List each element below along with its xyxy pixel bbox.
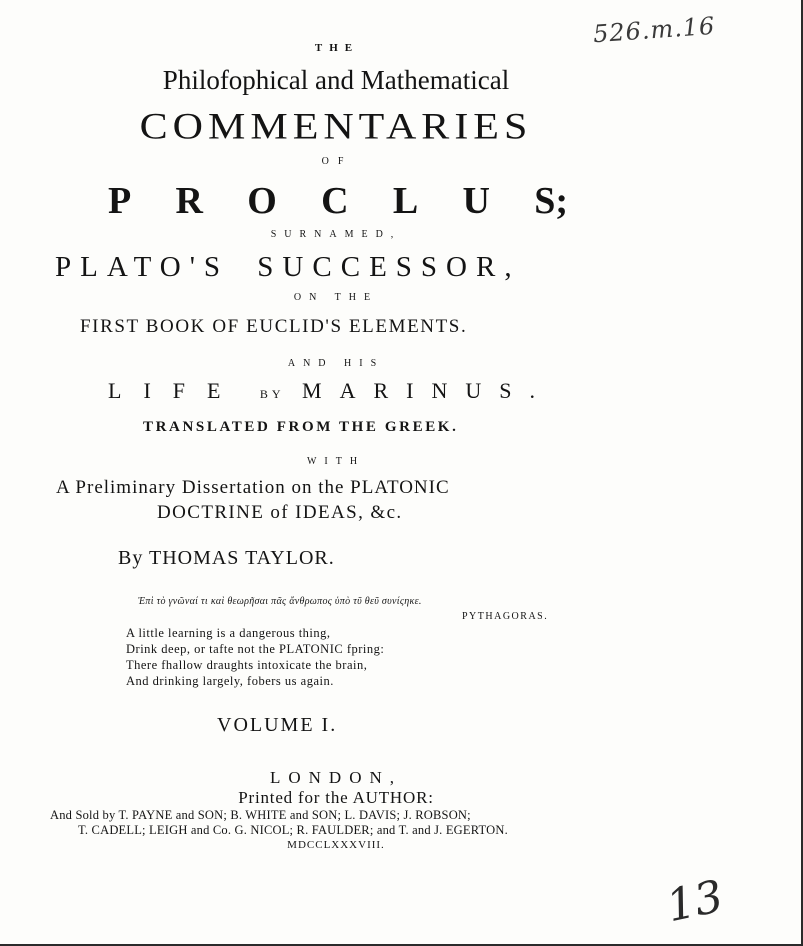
volume-number: VOLUME I. [217,714,338,736]
title-the: THE [314,42,360,54]
imprint-date: MDCCLXXXVIII. [287,839,385,851]
proclus-letter: S; [534,180,568,222]
proclus-letter: R [175,180,203,222]
imprint-printed-for: Printed for the AUTHOR: [238,788,434,807]
title-translated: TRANSLATED FROM THE GREEK. [143,419,459,435]
title-and-his: AND HIS [287,358,385,369]
title-on-the: ON THE [293,292,379,303]
imprint-sold-by: And Sold by T. PAYNE and SON; B. WHITE and SON; L. DAVIS; J. ROBSON; [50,808,471,822]
epigraph-attribution: PYTHAGORAS. [462,611,549,622]
shelfmark-handwritten: 526.m.16 [591,11,716,49]
epigraph-verse-line: And drinking largely, fobers us again. [126,674,334,688]
epigraph-verse-line: There fhallow draughts intoxicate the brain, [126,658,368,672]
imprint-booksellers: T. CADELL; LEIGH and Co. G. NICOL; R. FAULDER; and T. and J. EGERTON. [78,823,508,837]
proclus-letter: U [462,180,490,222]
epigraph-greek: Ἐπὶ τὸ γνῶναί τι καὶ θεωρῆσαι πᾶς ἄνθρωπος ὑπὸ τῦ θεῦ συνίςηκε. [138,596,422,607]
proclus-letter: O [247,180,277,222]
proclus-letter: P [108,180,132,222]
title-doctrine-of-ideas: DOCTRINE of IDEAS, &c. [157,502,403,523]
life-word: LIFE [108,378,243,403]
title-byline-author: By THOMAS TAYLOR. [118,547,335,569]
epigraph-verse-line: A little learning is a dangerous thing, [126,626,331,640]
title-with: WITH [306,456,366,467]
title-subtitle: Philofophical and Mathematical [162,65,510,95]
title-of: OF [321,156,353,167]
title-life-by-marinus [108,380,553,402]
title-first-book: FIRST BOOK OF EUCLID'S ELEMENTS. [80,316,468,337]
imprint-city: LONDON, [269,768,403,787]
epigraph-verse-line: Drink deep, or tafte not the PLATONIC fpring: [126,642,385,656]
folio-mark-handwritten: 13 [662,870,728,933]
title-surnamed: SURNAMED, [270,229,402,240]
title-preliminary-dissertation: A Preliminary Dissertation on the PLATONIC [56,477,450,498]
proclus-letter: C [321,180,349,222]
proclus-letter: L [392,180,419,222]
marinus-word: MARINUS. [302,378,553,403]
by-word: BY [259,387,285,401]
title-platos-successor: PLATO'S SUCCESSOR, [55,251,521,283]
title-commentaries: COMMENTARIES [139,106,533,148]
title-proclus [108,182,568,220]
